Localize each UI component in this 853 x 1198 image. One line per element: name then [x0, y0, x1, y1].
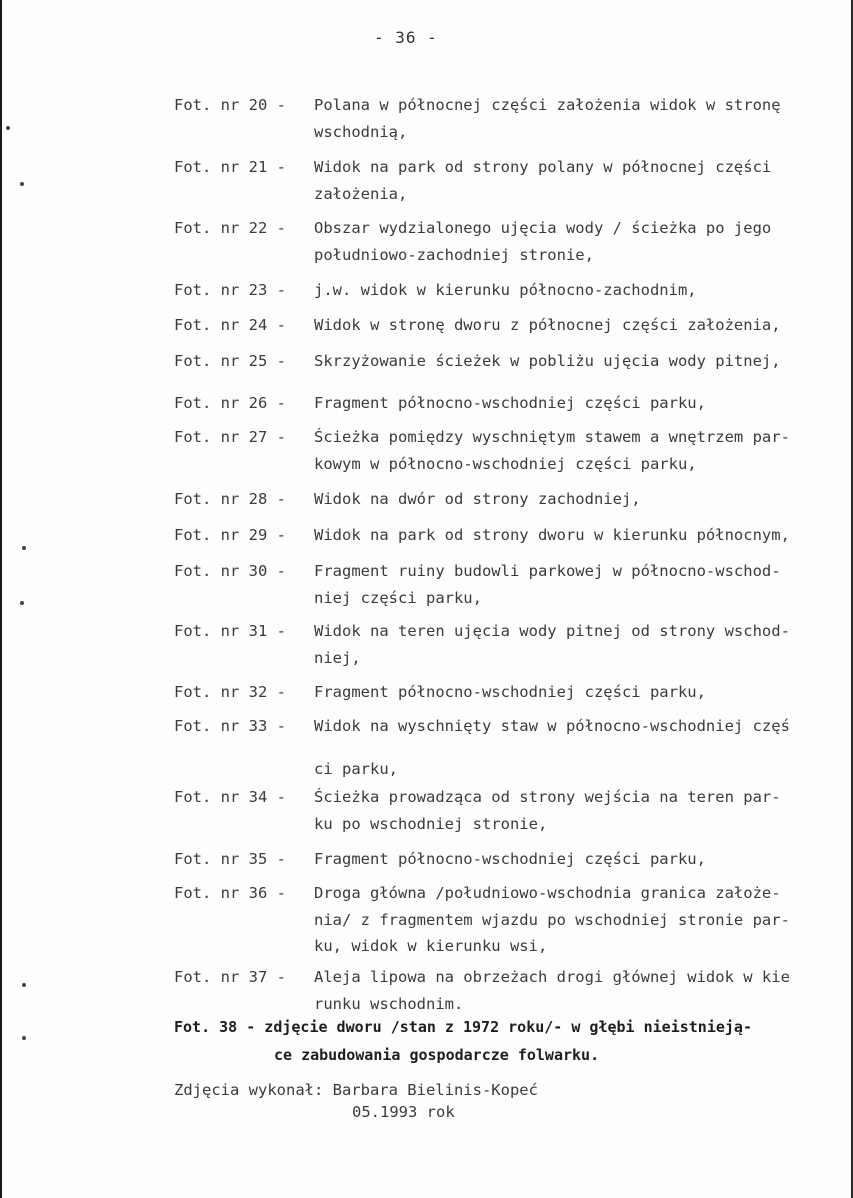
- photo-entry-label: Fot. nr 36 -: [174, 884, 286, 902]
- photo-entry-line: Fragment ruiny budowli parkowej w północno-wschod-: [314, 562, 781, 580]
- photo-entry-description: [314, 160, 771, 202]
- photo-entry-description: [314, 886, 790, 955]
- photo-entry-description: [314, 719, 790, 777]
- photo-entry-line: ku po wschodniej stronie,: [314, 814, 548, 833]
- entry-38-line-1: Fot. 38 - zdjęcie dworu /stan z 1972 roku/- w głębi nieistnieją-: [174, 1018, 752, 1036]
- photo-entry-line: Widok w stronę dworu z północnej części założenia,: [314, 316, 781, 334]
- photo-entry-label: Fot. nr 35 -: [174, 850, 286, 868]
- margin-speck: [22, 1036, 26, 1040]
- photo-entry-label: Fot. nr 25 -: [174, 352, 286, 370]
- credits-date: 05.1993 rok: [352, 1103, 455, 1121]
- photo-entry-label: Fot. nr 37 -: [174, 968, 286, 986]
- photo-entry-line: południowo-zachodniej stronie,: [314, 245, 594, 264]
- photo-entry-description: [314, 430, 790, 472]
- credits-author: Zdjęcia wykonał: Barbara Bielinis-Kopeć: [174, 1081, 538, 1099]
- photo-entry-description: [314, 492, 641, 508]
- photo-entry-label: Fot. nr 27 -: [174, 428, 286, 446]
- photo-entry-label: Fot. nr 30 -: [174, 562, 286, 580]
- photo-entry-line: Widok na teren ujęcia wody pitnej od strony wschod-: [314, 622, 790, 640]
- photo-entry-label: Fot. nr 31 -: [174, 622, 286, 640]
- entry-38-line-2: ce zabudowania gospodarcze folwarku.: [274, 1046, 600, 1064]
- margin-speck: [20, 182, 24, 186]
- photo-entry-label: Fot. nr 32 -: [174, 683, 286, 701]
- photo-entry-line: Obszar wydzialonego ujęcia wody / ścieżka po jego: [314, 219, 772, 237]
- photo-entry-description: [314, 221, 771, 263]
- photo-entry-label: Fot. nr 26 -: [174, 394, 286, 412]
- photo-entry-description: [314, 318, 781, 334]
- photo-entry-label: Fot. nr 33 -: [174, 717, 286, 735]
- margin-speck: [6, 126, 10, 130]
- photo-entry-line: wschodnią,: [314, 122, 408, 141]
- photo-entry-line: Widok na park od strony polany w północnej części: [314, 158, 772, 176]
- photo-entry-line: Droga główna /południowo-wschodnia granica założe-: [314, 884, 781, 902]
- photo-entry-line: Widok na wyschnięty staw w północno-wschodniej częś: [314, 717, 790, 735]
- margin-speck: [22, 983, 26, 987]
- photo-entry-description: [314, 624, 790, 666]
- photo-entry-line: niej części parku,: [314, 588, 482, 607]
- photo-credits: [174, 1081, 538, 1121]
- photo-entry-description: [314, 354, 781, 370]
- photo-entry-description: [314, 396, 706, 412]
- photo-entry-line: Aleja lipowa na obrzeżach drogi głównej widok w kie: [314, 968, 790, 986]
- photo-entry-description: [314, 564, 781, 606]
- photo-entry-label: Fot. nr 24 -: [174, 316, 286, 334]
- photo-entry-line: Polana w północnej części założenia widok w stronę: [314, 96, 781, 114]
- margin-speck: [20, 601, 24, 605]
- photo-entry-label: Fot. nr 21 -: [174, 158, 286, 176]
- photo-entry-description: [314, 528, 790, 544]
- photo-entry-line: j.w. widok w kierunku północno-zachodnim,: [314, 281, 697, 299]
- photo-entry-description: [314, 98, 781, 140]
- photo-entry-line: Ścieżka prowadząca od strony wejścia na teren par-: [314, 788, 781, 806]
- photo-entry-line: niej,: [314, 648, 361, 667]
- photo-entry-line: Fragment północno-wschodniej części parku,: [314, 683, 706, 701]
- photo-entry-description: [314, 852, 706, 868]
- photo-entry-description: [314, 685, 706, 701]
- photo-entry-label: Fot. nr 22 -: [174, 219, 286, 237]
- photo-entry-description: [314, 283, 697, 299]
- page-number: - 36 -: [374, 28, 438, 47]
- photo-entry-line: ci parku,: [314, 759, 398, 778]
- photo-entry-line: Fragment północno-wschodniej części parku,: [314, 850, 706, 868]
- photo-entry-line: runku wschodnim.: [314, 994, 464, 1013]
- photo-entry-line: założenia,: [314, 184, 408, 203]
- photo-entry-label: Fot. nr 34 -: [174, 788, 286, 806]
- photo-entry-line: kowym w północno-wschodniej części parku,: [314, 454, 697, 473]
- photo-entry-line: Skrzyżowanie ścieżek w pobliżu ujęcia wody pitnej,: [314, 352, 781, 370]
- photo-entry-line: Widok na park od strony dworu w kierunku północnym,: [314, 526, 790, 544]
- photo-entry-description: [314, 970, 790, 1012]
- photo-entry-line: Fragment północno-wschodniej części parku,: [314, 394, 706, 412]
- photo-entry-label: Fot. nr 28 -: [174, 490, 286, 508]
- photo-entry-line: nia/ z fragmentem wjazdu po wschodniej stronie par-: [314, 910, 790, 929]
- photo-entry-label: Fot. nr 29 -: [174, 526, 286, 544]
- photo-entry-label: Fot. nr 20 -: [174, 96, 286, 114]
- photo-entry-line: Ścieżka pomiędzy wyschniętym stawem a wnętrzem par-: [314, 428, 790, 446]
- photo-entry-label: Fot. nr 23 -: [174, 281, 286, 299]
- photo-entry-description: [314, 790, 781, 832]
- photo-entry-line: ku, widok w kierunku wsi,: [314, 937, 548, 955]
- photo-entry-line: Widok na dwór od strony zachodniej,: [314, 490, 641, 508]
- margin-speck: [22, 546, 26, 550]
